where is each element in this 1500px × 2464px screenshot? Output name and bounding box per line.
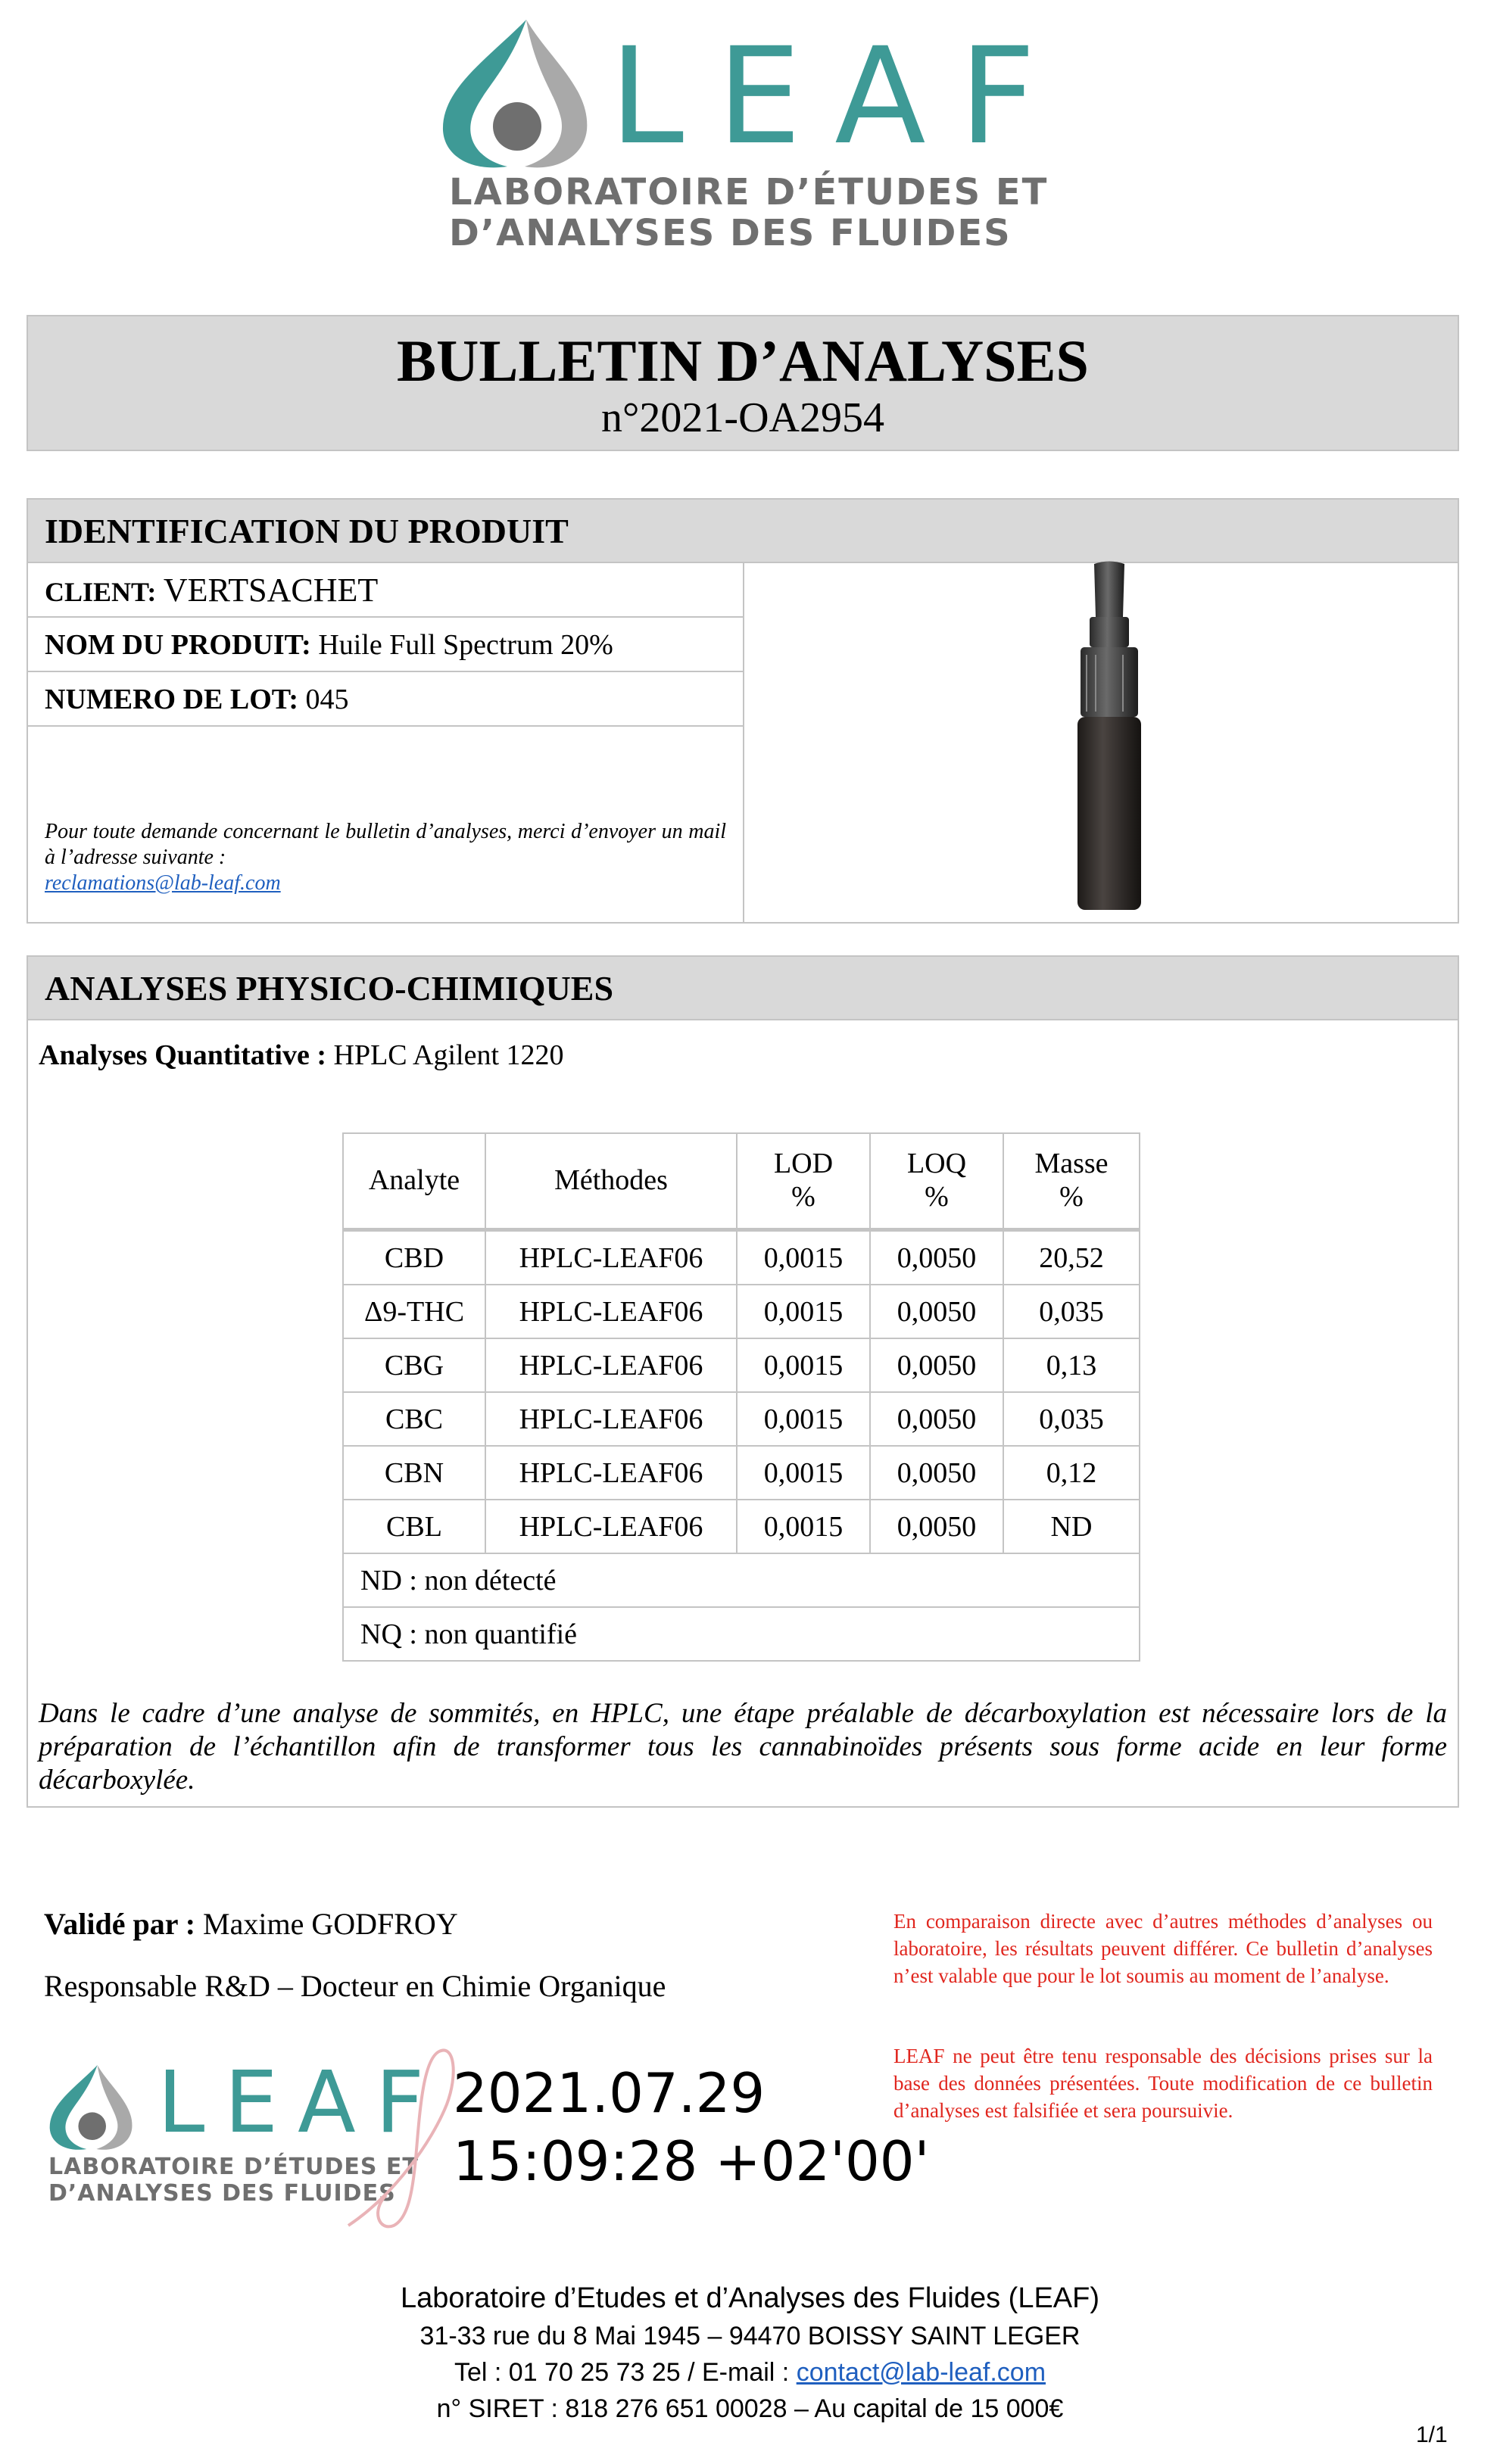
cell-mass: 0,12 [1003, 1446, 1140, 1500]
col-header-mass: Masse % [1003, 1133, 1140, 1230]
cell-method: HPLC-LEAF06 [485, 1446, 737, 1500]
logo-wordmark: LEAF [610, 19, 1069, 174]
signature-stamp-logo [45, 2044, 454, 2241]
cell-method: HPLC-LEAF06 [485, 1285, 737, 1338]
table-row [343, 1338, 1140, 1392]
table-header-row [343, 1133, 1140, 1230]
claims-note [45, 819, 726, 896]
footer [0, 2279, 1500, 2427]
client-label: CLIENT: [45, 577, 157, 607]
stamp-logo-sub1: LABORATOIRE D’ÉTUDES ET [48, 2154, 419, 2180]
lot-value: 045 [305, 684, 349, 715]
cell-mass: 0,035 [1003, 1285, 1140, 1338]
col-header-loq: LOQ % [870, 1133, 1003, 1230]
lot-label: NUMERO DE LOT: [45, 684, 298, 715]
table-row [343, 1392, 1140, 1446]
cell-lod: 0,0015 [737, 1230, 870, 1285]
col-header-methods: Méthodes [485, 1133, 737, 1230]
footer-company: Laboratoire d’Etudes et d’Analyses des Fluides (LEAF) [400, 2282, 1100, 2314]
cell-method: HPLC-LEAF06 [485, 1500, 737, 1553]
identification-fields [28, 563, 744, 922]
cell-analyte: Δ9-THC [343, 1285, 485, 1338]
cell-loq: 0,0050 [870, 1285, 1003, 1338]
footer-siret: n° SIRET : 818 276 651 00028 – Au capital de 15 000€ [436, 2394, 1064, 2423]
decarboxylation-note: Dans le cadre d’une analyse de sommités, en HPLC, une étape préalable de décarboxylation est nécessaire lors de la préparation de l’échantillon afin de transformer tous les cannabinoïdes présents sous forme acide en leur forme décarboxylée. [39, 1698, 1447, 1796]
bulletin-number: n°2021-OA2954 [601, 394, 884, 441]
quant-label: Analyses Quantitative : [39, 1039, 326, 1071]
note-nd: ND : non détecté [343, 1553, 1140, 1607]
logo-subtitle-line1: LABORATOIRE D’ÉTUDES ET [449, 171, 1049, 213]
client-value: VERTSACHET [163, 572, 379, 609]
table-row [343, 1500, 1140, 1553]
table-row [343, 1285, 1140, 1338]
footer-phone: Tel : 01 70 25 73 25 / E-mail : [454, 2358, 797, 2387]
quant-value: HPLC Agilent 1220 [333, 1039, 564, 1071]
cell-loq: 0,0050 [870, 1392, 1003, 1446]
table-row [343, 1230, 1140, 1285]
cell-method: HPLC-LEAF06 [485, 1230, 737, 1285]
cell-lod: 0,0015 [737, 1338, 870, 1392]
cell-method: HPLC-LEAF06 [485, 1338, 737, 1392]
cell-method: HPLC-LEAF06 [485, 1392, 737, 1446]
client-row [28, 563, 743, 618]
validated-by [44, 1906, 458, 1942]
leaf-logo [435, 17, 1069, 259]
footer-contact [0, 2354, 1500, 2391]
product-label: NOM DU PRODUIT: [45, 629, 311, 661]
analytes-table [342, 1132, 1140, 1662]
cell-mass: ND [1003, 1500, 1140, 1553]
identification-heading: IDENTIFICATION DU PRODUIT [28, 500, 1458, 563]
validated-label: Validé par : [44, 1907, 196, 1941]
cell-mass: 0,035 [1003, 1392, 1140, 1446]
table-note-row [343, 1607, 1140, 1661]
note-nq: NQ : non quantifié [343, 1607, 1140, 1661]
stamp-time: 15:09:28 +02'00' [453, 2129, 930, 2193]
cell-analyte: CBG [343, 1338, 485, 1392]
cell-loq: 0,0050 [870, 1446, 1003, 1500]
stamp-logo-wordmark: LEAF [157, 2054, 444, 2152]
analyses-heading: ANALYSES PHYSICO-CHIMIQUES [28, 957, 1458, 1020]
cell-mass: 0,13 [1003, 1338, 1140, 1392]
cell-mass: 20,52 [1003, 1230, 1140, 1285]
disclaimer-paragraph-2: LEAF ne peut être tenu responsable des décisions prises sur la base des données présentées. Toute modification de ce bulletin d’analyses est falsifiée et sera poursuivie. [893, 2045, 1433, 2122]
quant-method [39, 1039, 564, 1072]
cell-analyte: CBD [343, 1230, 485, 1285]
bulletin-title: BULLETIN D’ANALYSES [397, 328, 1089, 394]
cell-loq: 0,0050 [870, 1338, 1003, 1392]
cell-lod: 0,0015 [737, 1446, 870, 1500]
cell-loq: 0,0050 [870, 1500, 1003, 1553]
product-value: Huile Full Spectrum 20% [318, 629, 613, 661]
logo-subtitle-line2: D’ANALYSES DES FLUIDES [449, 212, 1012, 254]
cell-analyte: CBN [343, 1446, 485, 1500]
validator-role: Responsable R&D – Docteur en Chimie Organique [44, 1969, 666, 2003]
disclaimer-paragraph-1: En comparaison directe avec d’autres méthodes d’analyses ou laboratoire, les résultats peuvent différer. Ce bulletin d’analyses n’est valable que pour le lot soumis au moment de l’analyse. [893, 1910, 1433, 1987]
signature-timestamp [453, 2059, 929, 2195]
col-header-lod: LOD % [737, 1133, 870, 1230]
footer-address: 31-33 rue du 8 Mai 1945 – 94470 BOISSY SAINT LEGER [419, 2322, 1081, 2350]
table-note-row [343, 1553, 1140, 1607]
cell-lod: 0,0015 [737, 1285, 870, 1338]
dropper-bottle-image [1064, 560, 1155, 916]
claims-email-link[interactable]: reclamations@lab-leaf.com [45, 871, 281, 895]
lot-row [28, 672, 743, 727]
page-number: 1/1 [1416, 2422, 1448, 2447]
validator-name: Maxime GODFROY [203, 1907, 458, 1941]
cell-analyte: CBL [343, 1500, 485, 1553]
bulletin-title-box [27, 315, 1459, 451]
claims-note-text: Pour toute demande concernant le bulletin d’analyses, merci d’envoyer un mail à l’adresse suivante : [45, 820, 726, 869]
cell-lod: 0,0015 [737, 1392, 870, 1446]
cell-lod: 0,0015 [737, 1500, 870, 1553]
drop-logo-icon [45, 2057, 136, 2156]
stamp-date: 2021.07.29 [453, 2061, 766, 2125]
cell-loq: 0,0050 [870, 1230, 1003, 1285]
stamp-logo-sub2: D’ANALYSES DES FLUIDES [48, 2180, 396, 2207]
col-header-analyte: Analyte [343, 1133, 485, 1230]
identification-section [27, 498, 1459, 924]
cell-analyte: CBC [343, 1392, 485, 1446]
footer-email-link[interactable]: contact@lab-leaf.com [796, 2358, 1046, 2387]
drop-logo-icon [435, 17, 594, 168]
table-row [343, 1446, 1140, 1500]
product-row [28, 618, 743, 672]
